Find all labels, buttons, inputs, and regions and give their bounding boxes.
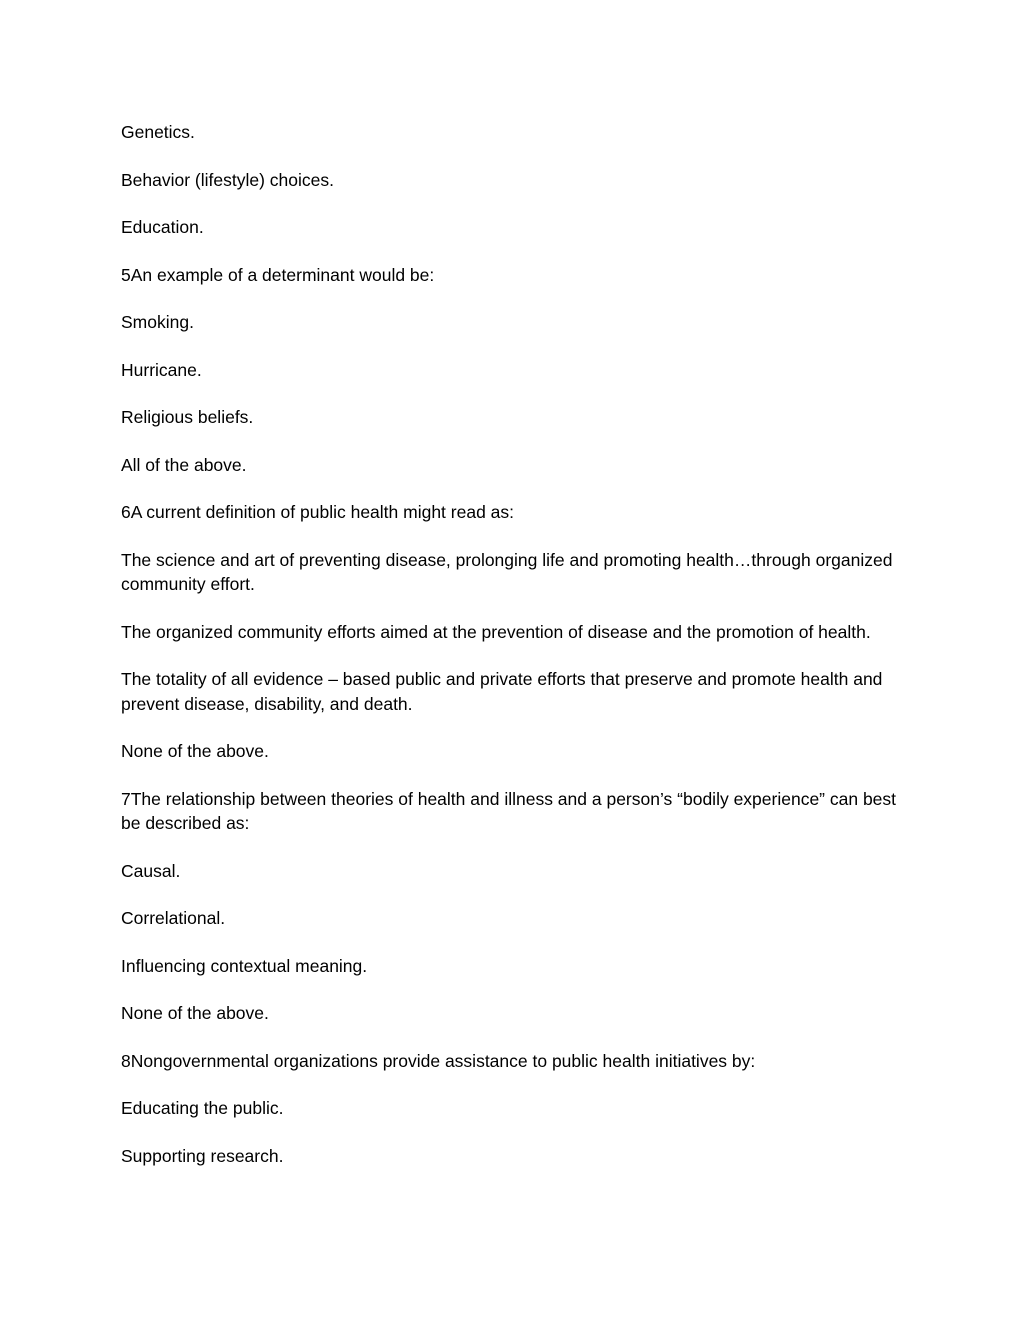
answer-option: The totality of all evidence – based public and private efforts that preserve and promote health and prevent disease, disability, and death. [121,669,883,714]
question-text: 6A current definition of public health might read as: [121,502,515,522]
answer-option: Influencing contextual meaning. [121,955,368,976]
answer-option: Behavior (lifestyle) choices. [121,169,334,190]
document-page [121,120,911,1191]
answer-option: Religious beliefs. [121,407,254,427]
answer-option: None of the above. [121,1003,269,1023]
answer-option: Educating the public. [121,1098,284,1118]
answer-option: The organized community efforts aimed at the prevention of disease and the promotion of health. [121,621,871,642]
answer-option: Hurricane. [121,359,202,380]
answer-option: The science and art of preventing disease, prolonging life and promoting health…through organized community effort. [121,549,893,594]
answer-option: All of the above. [121,454,247,475]
answer-option: Correlational. [121,908,226,928]
answer-option: Education. [121,217,204,237]
question-text: 7The relationship between theories of health and illness and a person’s “bodily experience” can best be described as: [121,788,897,833]
answer-option: Causal. [121,860,181,881]
answer-option: None of the above. [121,741,269,761]
answer-option: Smoking. [121,312,194,332]
question-text: 5An example of a determinant would be: [121,264,435,285]
answer-option: Genetics. [121,122,195,142]
question-text: 8Nongovernmental organizations provide assistance to public health initiatives by: [121,1050,756,1071]
answer-option: Supporting research. [121,1145,284,1166]
